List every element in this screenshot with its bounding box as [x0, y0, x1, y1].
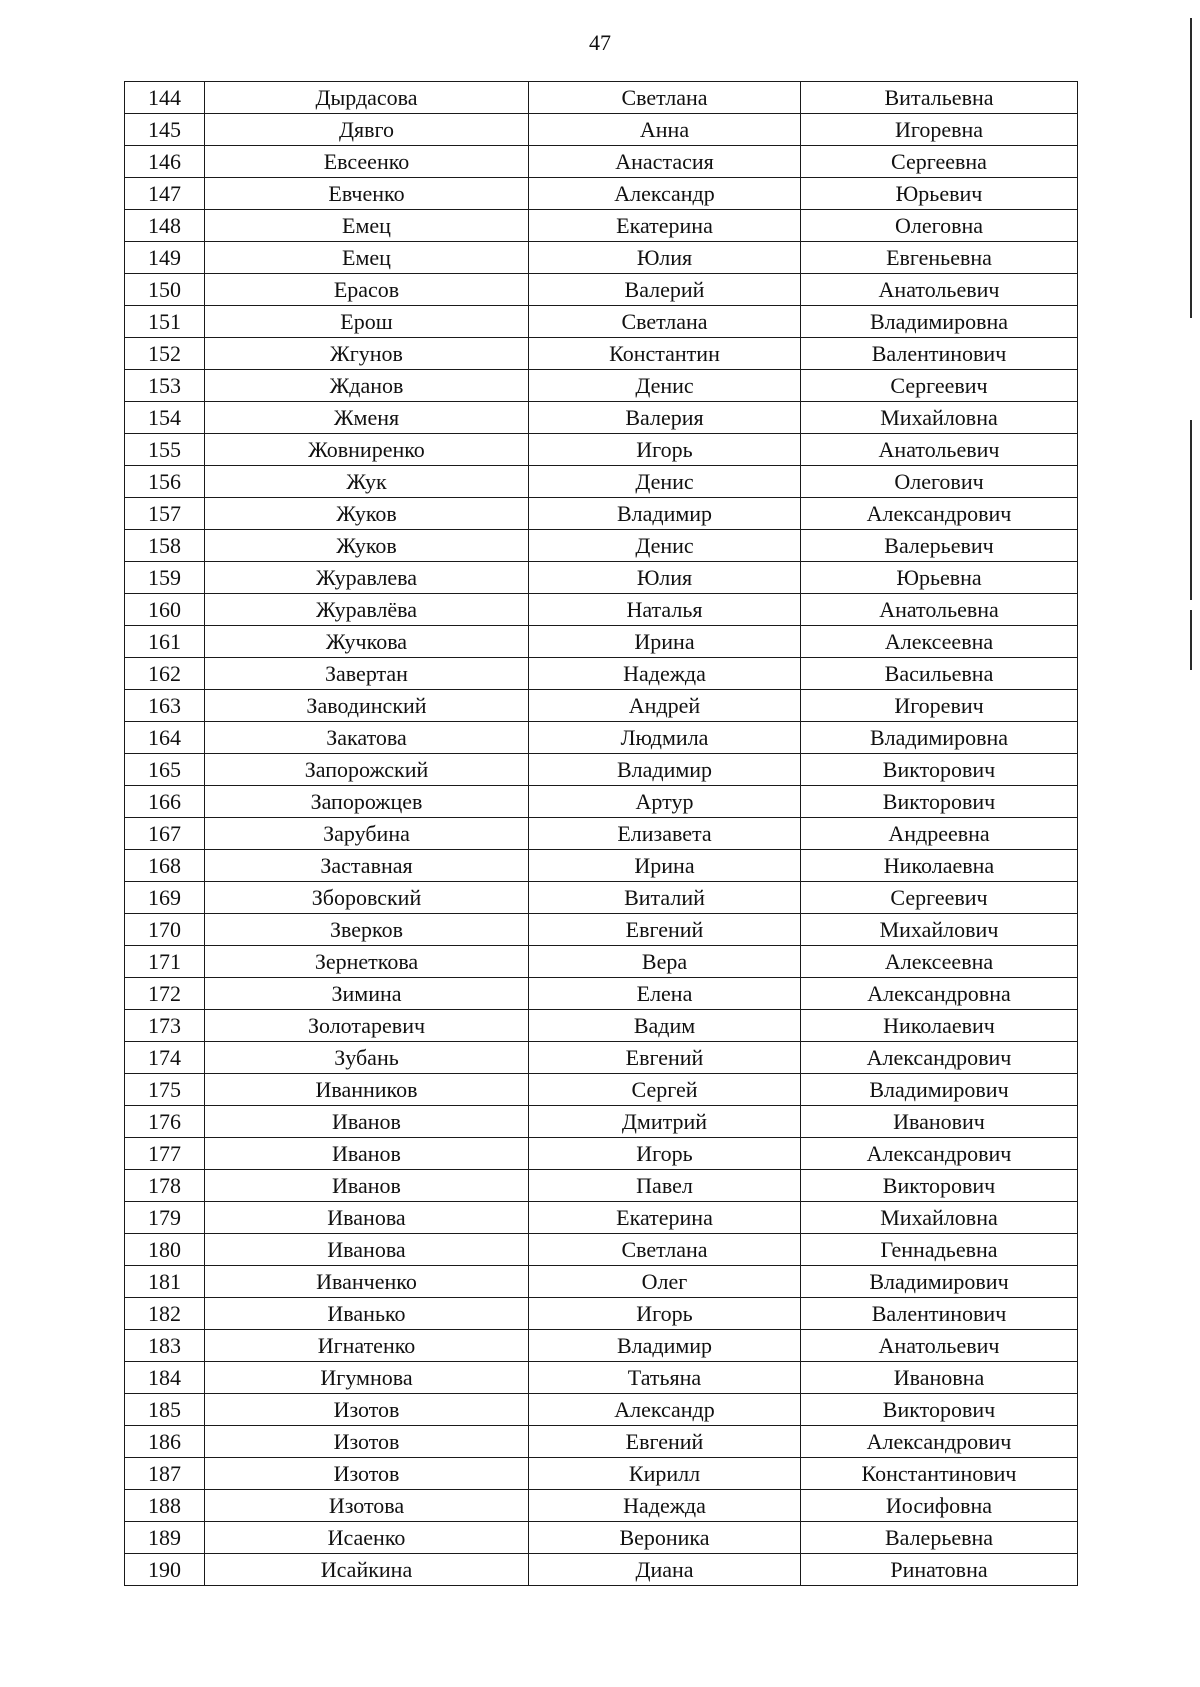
last-name-cell: Игнатенко [205, 1330, 529, 1362]
names-table-body [125, 82, 1078, 1586]
first-name-cell: Сергей [529, 1074, 801, 1106]
row-number-cell: 148 [125, 210, 205, 242]
row-number-cell: 144 [125, 82, 205, 114]
row-number-cell: 161 [125, 626, 205, 658]
patronymic-cell: Анатольевна [801, 594, 1078, 626]
patronymic-cell: Константинович [801, 1458, 1078, 1490]
row-number-cell: 173 [125, 1010, 205, 1042]
patronymic-cell: Алексеевна [801, 626, 1078, 658]
last-name-cell: Изотов [205, 1458, 529, 1490]
patronymic-cell: Игоревич [801, 690, 1078, 722]
names-table [124, 81, 1078, 1586]
patronymic-cell: Николаевна [801, 850, 1078, 882]
patronymic-cell: Анатольевич [801, 434, 1078, 466]
row-number-cell: 156 [125, 466, 205, 498]
last-name-cell: Изотов [205, 1426, 529, 1458]
table-row [125, 370, 1078, 402]
last-name-cell: Заводинский [205, 690, 529, 722]
patronymic-cell: Валентинович [801, 338, 1078, 370]
last-name-cell: Жуков [205, 498, 529, 530]
patronymic-cell: Андреевна [801, 818, 1078, 850]
first-name-cell: Ирина [529, 850, 801, 882]
table-row [125, 850, 1078, 882]
row-number-cell: 168 [125, 850, 205, 882]
patronymic-cell: Анатольевич [801, 274, 1078, 306]
row-number-cell: 167 [125, 818, 205, 850]
row-number-cell: 157 [125, 498, 205, 530]
patronymic-cell: Олеговна [801, 210, 1078, 242]
row-number-cell: 171 [125, 946, 205, 978]
first-name-cell: Вероника [529, 1522, 801, 1554]
patronymic-cell: Ивановна [801, 1362, 1078, 1394]
patronymic-cell: Александрович [801, 498, 1078, 530]
first-name-cell: Денис [529, 370, 801, 402]
patronymic-cell: Олегович [801, 466, 1078, 498]
last-name-cell: Иванов [205, 1170, 529, 1202]
last-name-cell: Зернеткова [205, 946, 529, 978]
row-number-cell: 177 [125, 1138, 205, 1170]
first-name-cell: Надежда [529, 658, 801, 690]
patronymic-cell: Викторович [801, 786, 1078, 818]
patronymic-cell: Владимирович [801, 1266, 1078, 1298]
table-row [125, 690, 1078, 722]
first-name-cell: Владимир [529, 498, 801, 530]
patronymic-cell: Валентинович [801, 1298, 1078, 1330]
first-name-cell: Александр [529, 178, 801, 210]
row-number-cell: 166 [125, 786, 205, 818]
last-name-cell: Исаенко [205, 1522, 529, 1554]
last-name-cell: Емец [205, 242, 529, 274]
table-row [125, 274, 1078, 306]
last-name-cell: Жуков [205, 530, 529, 562]
row-number-cell: 184 [125, 1362, 205, 1394]
last-name-cell: Иванько [205, 1298, 529, 1330]
table-row [125, 114, 1078, 146]
last-name-cell: Запорожский [205, 754, 529, 786]
last-name-cell: Запорожцев [205, 786, 529, 818]
last-name-cell: Иванов [205, 1138, 529, 1170]
row-number-cell: 153 [125, 370, 205, 402]
row-number-cell: 170 [125, 914, 205, 946]
patronymic-cell: Михайловна [801, 1202, 1078, 1234]
first-name-cell: Игорь [529, 1298, 801, 1330]
row-number-cell: 160 [125, 594, 205, 626]
first-name-cell: Евгений [529, 1426, 801, 1458]
row-number-cell: 189 [125, 1522, 205, 1554]
table-row [125, 594, 1078, 626]
row-number-cell: 169 [125, 882, 205, 914]
patronymic-cell: Иосифовна [801, 1490, 1078, 1522]
row-number-cell: 172 [125, 978, 205, 1010]
patronymic-cell: Сергеевна [801, 146, 1078, 178]
first-name-cell: Валерий [529, 274, 801, 306]
last-name-cell: Золотаревич [205, 1010, 529, 1042]
first-name-cell: Надежда [529, 1490, 801, 1522]
row-number-cell: 147 [125, 178, 205, 210]
last-name-cell: Закатова [205, 722, 529, 754]
first-name-cell: Светлана [529, 306, 801, 338]
patronymic-cell: Викторович [801, 754, 1078, 786]
last-name-cell: Игумнова [205, 1362, 529, 1394]
first-name-cell: Владимир [529, 1330, 801, 1362]
first-name-cell: Денис [529, 466, 801, 498]
last-name-cell: Ерасов [205, 274, 529, 306]
row-number-cell: 155 [125, 434, 205, 466]
row-number-cell: 146 [125, 146, 205, 178]
last-name-cell: Изотов [205, 1394, 529, 1426]
row-number-cell: 174 [125, 1042, 205, 1074]
table-row [125, 530, 1078, 562]
table-row [125, 1138, 1078, 1170]
first-name-cell: Людмила [529, 722, 801, 754]
patronymic-cell: Викторович [801, 1394, 1078, 1426]
page-number: 47 [589, 30, 611, 55]
first-name-cell: Евгений [529, 914, 801, 946]
last-name-cell: Зверков [205, 914, 529, 946]
scan-edge-mark [1190, 18, 1192, 318]
first-name-cell: Елена [529, 978, 801, 1010]
first-name-cell: Павел [529, 1170, 801, 1202]
row-number-cell: 182 [125, 1298, 205, 1330]
last-name-cell: Жданов [205, 370, 529, 402]
row-number-cell: 149 [125, 242, 205, 274]
table-row [125, 1458, 1078, 1490]
row-number-cell: 176 [125, 1106, 205, 1138]
patronymic-cell: Александровна [801, 978, 1078, 1010]
patronymic-cell: Михайлович [801, 914, 1078, 946]
last-name-cell: Жук [205, 466, 529, 498]
table-row [125, 306, 1078, 338]
last-name-cell: Иванова [205, 1202, 529, 1234]
first-name-cell: Светлана [529, 1234, 801, 1266]
last-name-cell: Жменя [205, 402, 529, 434]
last-name-cell: Дырдасова [205, 82, 529, 114]
patronymic-cell: Юрьевна [801, 562, 1078, 594]
row-number-cell: 183 [125, 1330, 205, 1362]
first-name-cell: Артур [529, 786, 801, 818]
row-number-cell: 154 [125, 402, 205, 434]
last-name-cell: Журавлёва [205, 594, 529, 626]
first-name-cell: Валерия [529, 402, 801, 434]
patronymic-cell: Валерьевна [801, 1522, 1078, 1554]
table-row [125, 1394, 1078, 1426]
patronymic-cell: Николаевич [801, 1010, 1078, 1042]
row-number-cell: 179 [125, 1202, 205, 1234]
row-number-cell: 150 [125, 274, 205, 306]
table-row [125, 626, 1078, 658]
table-row [125, 434, 1078, 466]
table-row [125, 818, 1078, 850]
row-number-cell: 152 [125, 338, 205, 370]
first-name-cell: Ирина [529, 626, 801, 658]
first-name-cell: Наталья [529, 594, 801, 626]
patronymic-cell: Владимировна [801, 306, 1078, 338]
table-row [125, 242, 1078, 274]
first-name-cell: Елизавета [529, 818, 801, 850]
table-row [125, 658, 1078, 690]
first-name-cell: Игорь [529, 434, 801, 466]
last-name-cell: Заставная [205, 850, 529, 882]
last-name-cell: Емец [205, 210, 529, 242]
first-name-cell: Евгений [529, 1042, 801, 1074]
table-row [125, 338, 1078, 370]
table-row [125, 1106, 1078, 1138]
patronymic-cell: Анатольевич [801, 1330, 1078, 1362]
first-name-cell: Дмитрий [529, 1106, 801, 1138]
patronymic-cell: Васильевна [801, 658, 1078, 690]
first-name-cell: Александр [529, 1394, 801, 1426]
table-row [125, 1074, 1078, 1106]
last-name-cell: Журавлева [205, 562, 529, 594]
patronymic-cell: Валерьевич [801, 530, 1078, 562]
patronymic-cell: Александрович [801, 1138, 1078, 1170]
table-row [125, 1266, 1078, 1298]
row-number-cell: 158 [125, 530, 205, 562]
patronymic-cell: Юрьевич [801, 178, 1078, 210]
last-name-cell: Иванова [205, 1234, 529, 1266]
table-row [125, 1042, 1078, 1074]
row-number-cell: 163 [125, 690, 205, 722]
patronymic-cell: Владимировна [801, 722, 1078, 754]
patronymic-cell: Сергеевич [801, 882, 1078, 914]
first-name-cell: Денис [529, 530, 801, 562]
first-name-cell: Татьяна [529, 1362, 801, 1394]
last-name-cell: Зарубина [205, 818, 529, 850]
patronymic-cell: Алексеевна [801, 946, 1078, 978]
first-name-cell: Анна [529, 114, 801, 146]
table-row [125, 1170, 1078, 1202]
table-row [125, 722, 1078, 754]
first-name-cell: Анастасия [529, 146, 801, 178]
patronymic-cell: Викторович [801, 1170, 1078, 1202]
table-row [125, 1298, 1078, 1330]
row-number-cell: 185 [125, 1394, 205, 1426]
row-number-cell: 180 [125, 1234, 205, 1266]
row-number-cell: 178 [125, 1170, 205, 1202]
table-row [125, 498, 1078, 530]
table-row [125, 1554, 1078, 1586]
row-number-cell: 187 [125, 1458, 205, 1490]
last-name-cell: Евсеенко [205, 146, 529, 178]
table-row [125, 978, 1078, 1010]
last-name-cell: Исайкина [205, 1554, 529, 1586]
patronymic-cell: Ринатовна [801, 1554, 1078, 1586]
patronymic-cell: Витальевна [801, 82, 1078, 114]
scan-edge-mark [1190, 420, 1192, 600]
patronymic-cell: Геннадьевна [801, 1234, 1078, 1266]
table-row [125, 1490, 1078, 1522]
last-name-cell: Зубань [205, 1042, 529, 1074]
first-name-cell: Виталий [529, 882, 801, 914]
patronymic-cell: Иванович [801, 1106, 1078, 1138]
table-row [125, 1330, 1078, 1362]
last-name-cell: Зимина [205, 978, 529, 1010]
first-name-cell: Екатерина [529, 210, 801, 242]
table-row [125, 1362, 1078, 1394]
row-number-cell: 151 [125, 306, 205, 338]
table-row [125, 754, 1078, 786]
last-name-cell: Иванов [205, 1106, 529, 1138]
patronymic-cell: Сергеевич [801, 370, 1078, 402]
row-number-cell: 175 [125, 1074, 205, 1106]
row-number-cell: 165 [125, 754, 205, 786]
last-name-cell: Жовниренко [205, 434, 529, 466]
table-row [125, 786, 1078, 818]
first-name-cell: Диана [529, 1554, 801, 1586]
first-name-cell: Андрей [529, 690, 801, 722]
table-row [125, 402, 1078, 434]
first-name-cell: Екатерина [529, 1202, 801, 1234]
first-name-cell: Кирилл [529, 1458, 801, 1490]
table-row [125, 1010, 1078, 1042]
table-row [125, 914, 1078, 946]
patronymic-cell: Александрович [801, 1426, 1078, 1458]
table-row [125, 210, 1078, 242]
last-name-cell: Завертан [205, 658, 529, 690]
first-name-cell: Вера [529, 946, 801, 978]
last-name-cell: Дявго [205, 114, 529, 146]
row-number-cell: 164 [125, 722, 205, 754]
row-number-cell: 159 [125, 562, 205, 594]
row-number-cell: 181 [125, 1266, 205, 1298]
patronymic-cell: Евгеньевна [801, 242, 1078, 274]
first-name-cell: Игорь [529, 1138, 801, 1170]
table-row [125, 1202, 1078, 1234]
table-row [125, 562, 1078, 594]
first-name-cell: Олег [529, 1266, 801, 1298]
table-row [125, 1426, 1078, 1458]
table-row [125, 1234, 1078, 1266]
last-name-cell: Иванченко [205, 1266, 529, 1298]
patronymic-cell: Игоревна [801, 114, 1078, 146]
last-name-cell: Жгунов [205, 338, 529, 370]
first-name-cell: Константин [529, 338, 801, 370]
first-name-cell: Юлия [529, 242, 801, 274]
first-name-cell: Вадим [529, 1010, 801, 1042]
last-name-cell: Жучкова [205, 626, 529, 658]
table-row [125, 466, 1078, 498]
first-name-cell: Юлия [529, 562, 801, 594]
first-name-cell: Владимир [529, 754, 801, 786]
last-name-cell: Ерош [205, 306, 529, 338]
row-number-cell: 145 [125, 114, 205, 146]
last-name-cell: Иванников [205, 1074, 529, 1106]
table-row [125, 882, 1078, 914]
table-row [125, 946, 1078, 978]
table-row [125, 178, 1078, 210]
first-name-cell: Светлана [529, 82, 801, 114]
row-number-cell: 190 [125, 1554, 205, 1586]
table-row [125, 82, 1078, 114]
last-name-cell: Евченко [205, 178, 529, 210]
table-row [125, 1522, 1078, 1554]
last-name-cell: Изотова [205, 1490, 529, 1522]
scan-edge-mark [1190, 610, 1192, 670]
row-number-cell: 186 [125, 1426, 205, 1458]
patronymic-cell: Александрович [801, 1042, 1078, 1074]
patronymic-cell: Михайловна [801, 402, 1078, 434]
patronymic-cell: Владимирович [801, 1074, 1078, 1106]
last-name-cell: Зборовский [205, 882, 529, 914]
table-row [125, 146, 1078, 178]
row-number-cell: 188 [125, 1490, 205, 1522]
row-number-cell: 162 [125, 658, 205, 690]
